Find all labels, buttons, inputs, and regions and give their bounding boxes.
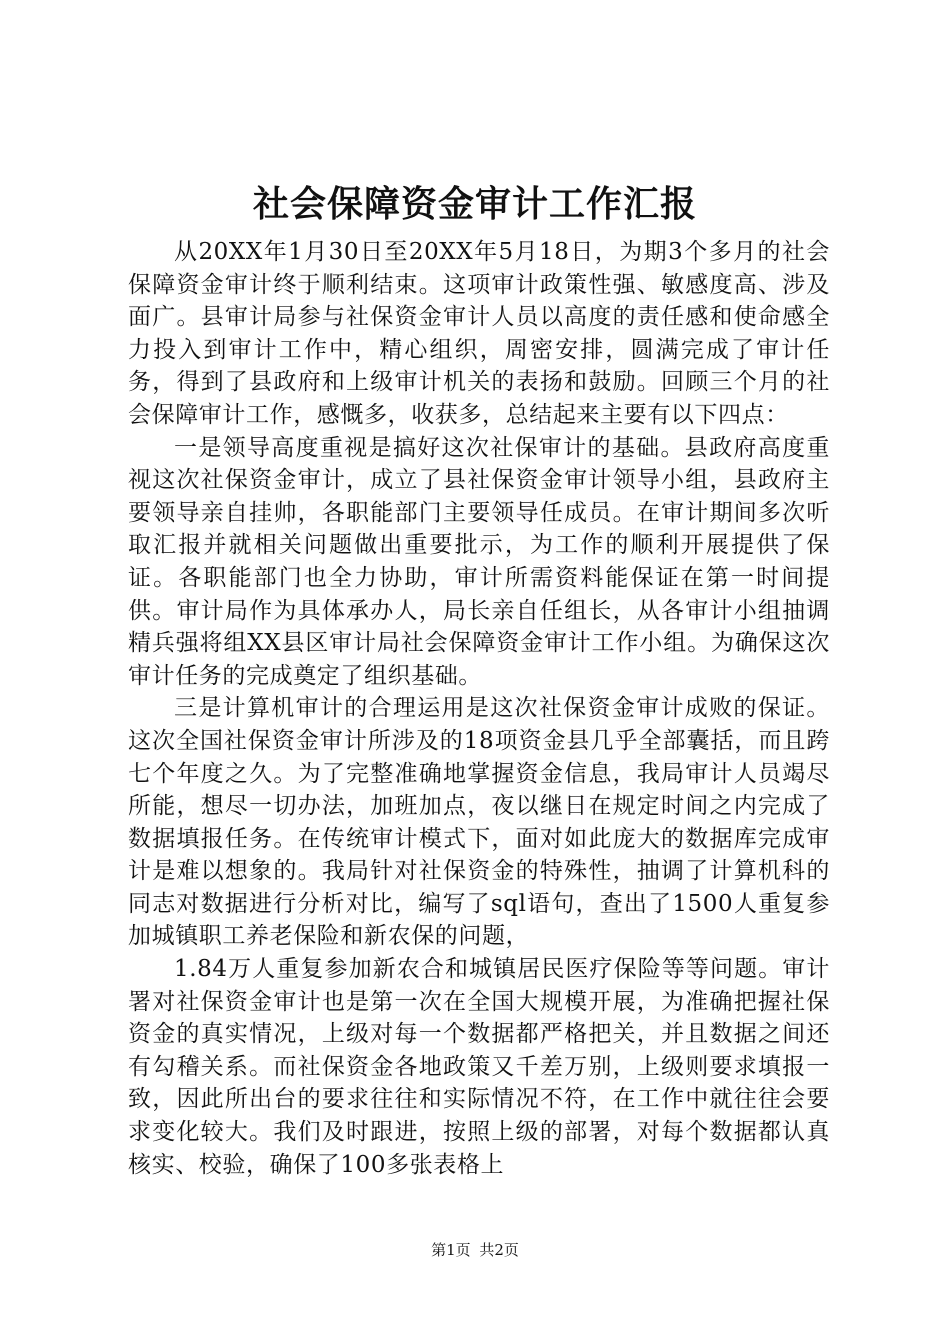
total-pages: 共2页 bbox=[479, 1241, 519, 1259]
document-title: 社会保障资金审计工作汇报 bbox=[252, 183, 697, 225]
page-footer bbox=[0, 1240, 950, 1260]
paragraph-intro: 从20XX年1月30日至20XX年5月18日，为期3个多月的社会保障资金审计终于顺利结束。这项审计政策性强、敏感度高、涉及面广。县审计局参与社保资金审计人员以高度的责任感和使命感全力投入到审计工作中，精心组织，周密安排，圆满完成了审计任务，得到了县政府和上级审计机关的表扬和鼓励。回顾三个月的社会保障审计工作，感慨多，收获多，总结起来主要有以下四点： bbox=[128, 239, 830, 428]
paragraph-point-three: 三是计算机审计的合理运用是这次社保资金审计成败的保证。这次全国社保资金审计所涉及的18项资金县几乎全部囊括，而且跨七个年度之久。为了完整准确地掌握资金信息，我局审计人员竭尽所能，想尽一切办法，加班加点，夜以继日在规定时间之内完成了数据填报任务。在传统审计模式下，面对如此庞大的数据库完成审计是难以想象的。我局针对社保资金的特殊性，抽调了计算机科的同志对数据进行分析对比，编写了sql语句，查出了1500人重复参加城镇职工养老保险和新农保的问题， bbox=[128, 695, 830, 950]
document-body bbox=[128, 236, 830, 1181]
paragraph-point-one: 一是领导高度重视是搞好这次社保审计的基础。县政府高度重视这次社保资金审计，成立了县社保资金审计领导小组，县政府主要领导亲自挂帅，各职能部门主要领导任成员。在审计期间多次听取汇报并就相关问题做出重要批示，为工作的顺利开展提供了保证。各职能部门也全力协助，审计所需资料能保证在第一时间提供。审计局作为具体承办人，局长亲自任组长，从各审计小组抽调精兵强将组XX县区审计局社会保障资金审计工作小组。为确保这次审计任务的完成奠定了组织基础。 bbox=[128, 434, 830, 689]
page-number: 第1页 bbox=[431, 1241, 471, 1259]
paragraph-continuation: 1.84万人重复参加新农合和城镇居民医疗保险等等问题。审计署对社保资金审计也是第一次在全国大规模开展，为准确把握社保资金的真实情况，上级对每一个数据都严格把关，并且数据之间还有勾稽关系。而社保资金各地政策又千差万别，上级则要求填报一致，因此所出台的要求往往和实际情况不符，在工作中就往往会要求变化较大。我们及时跟进，按照上级的部署，对每个数据都认真核实、校验，确保了100多张表格上 bbox=[128, 956, 830, 1178]
